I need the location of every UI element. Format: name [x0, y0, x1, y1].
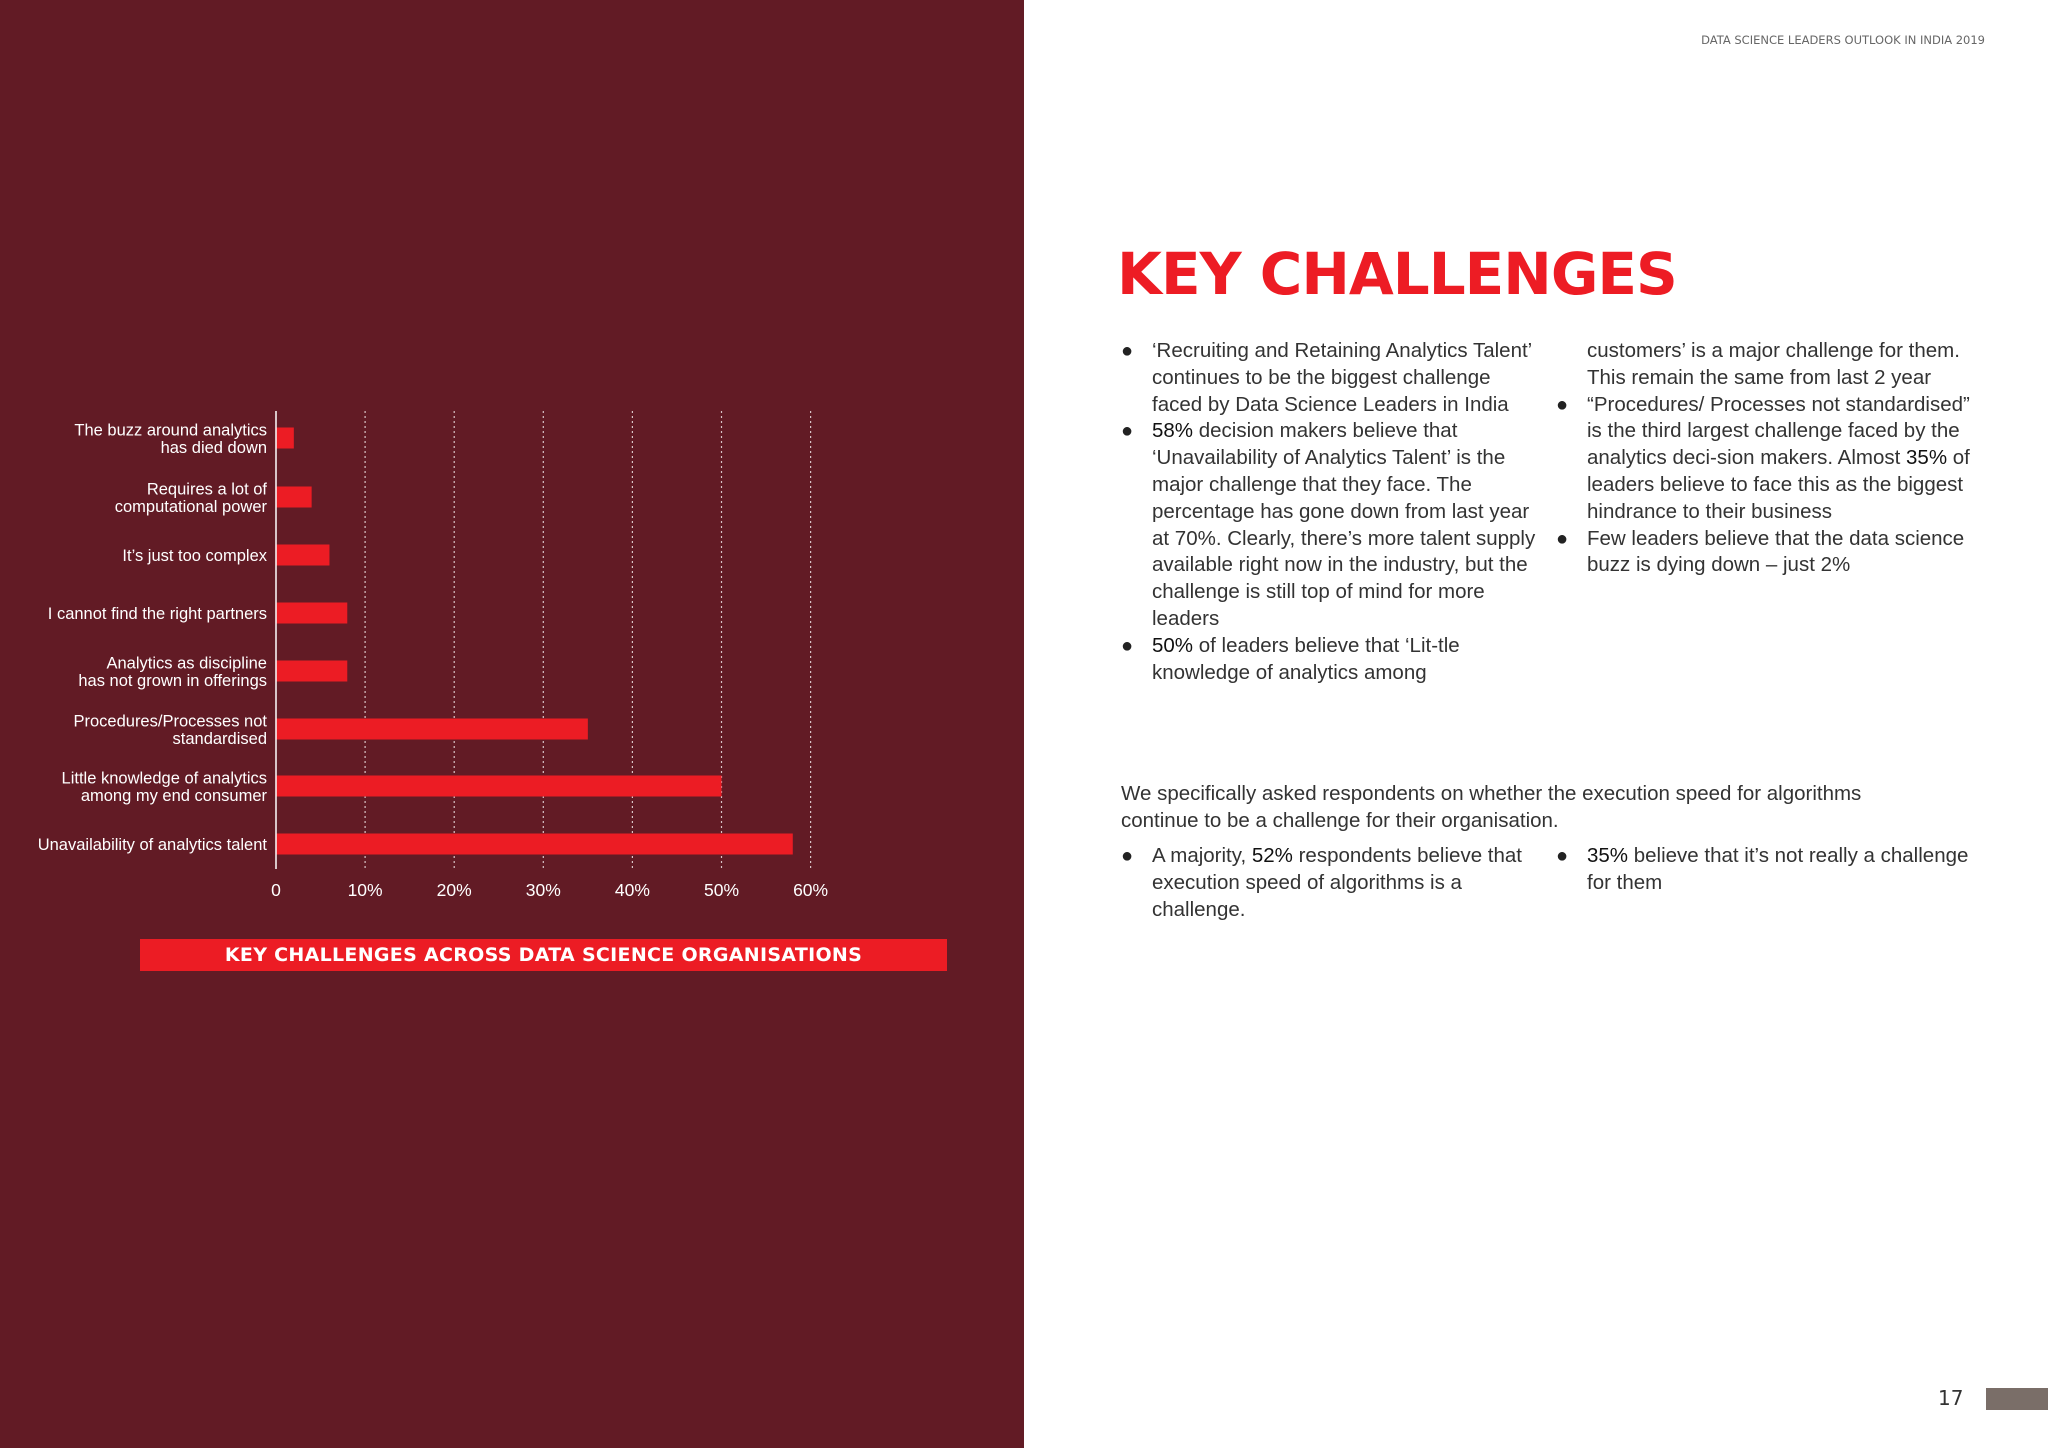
tick-label: 40%: [614, 880, 650, 900]
category-label: Procedures/Processes not standardised: [73, 712, 267, 748]
bullet-text: A majority,: [1152, 844, 1252, 867]
bullet-continuation: [1556, 338, 1976, 392]
page-number: 17: [1938, 1386, 1964, 1410]
category-label: The buzz around analytics has died down: [74, 421, 267, 457]
bullet-item: [1556, 526, 1976, 580]
bar: [276, 661, 347, 682]
page-title: KEY CHALLENGES: [1117, 240, 1677, 308]
bar-chart: [0, 0, 1024, 930]
page-tab: [1986, 1388, 2048, 1410]
tick-label: 0: [271, 880, 281, 900]
bar: [276, 834, 793, 855]
bullet-dot-icon: ●: [1121, 340, 1134, 362]
tick-label: 50%: [703, 880, 740, 900]
bar: [276, 545, 329, 566]
bullet-list-left: [1121, 338, 1541, 686]
bullet-text: customers’ is a major challenge for them. This remain the same from last 2 year: [1587, 339, 1960, 389]
tick-label: 60%: [793, 880, 829, 900]
speed-question-paragraph: We specifically asked respondents on whether the execution speed for algorithms continue to be a challenge for their organisation.: [1121, 782, 1862, 832]
bullet-dot-icon: ●: [1121, 845, 1134, 867]
bullet-item: [1556, 392, 1976, 526]
bar: [276, 719, 588, 740]
bullet-text: “Procedures/ Processes not standardised” is the third largest challenge faced by the analytics deci-sion makers. Almost: [1587, 392, 1970, 470]
bullet-item: [1121, 843, 1541, 923]
bullet-text: of leaders believe to face this as the biggest hindrance to their business: [1587, 446, 1970, 523]
category-label: Requires a lot of computational power: [114, 480, 267, 516]
category-label: Analytics as discipline has not grown in offerings: [78, 654, 267, 690]
speed-bullet-left: [1121, 843, 1541, 923]
category-label: Little knowledge of analytics among my end consumer: [61, 769, 267, 805]
bar: [276, 487, 312, 508]
running-header: DATA SCIENCE LEADERS OUTLOOK IN INDIA 2019: [1701, 33, 1985, 47]
category-label: I cannot find the right partners: [47, 605, 267, 623]
category-label: It’s just too complex: [122, 547, 267, 565]
category-label: Unavailability of analytics talent: [37, 836, 267, 854]
tick-label: 10%: [347, 880, 383, 900]
bullet-dot-icon: ●: [1556, 845, 1569, 867]
bullet-dot-icon: ●: [1556, 527, 1569, 550]
chart-title: KEY CHALLENGES ACROSS DATA SCIENCE ORGANISATIONS: [140, 939, 947, 971]
bullet-dot-icon: ●: [1121, 634, 1134, 657]
bar: [276, 776, 722, 797]
bullet-text: Few leaders believe that the data science buzz is dying down – just 2%: [1587, 526, 1965, 577]
bullet-text: believe that it’s not really a challenge for them: [1587, 844, 1969, 894]
bullet-highlight: 58%: [1152, 419, 1194, 443]
bullet-item: [1121, 418, 1541, 632]
bullet-item: [1121, 338, 1541, 418]
bar: [276, 603, 347, 624]
speed-bullet-right: [1556, 843, 1976, 897]
bar: [276, 428, 294, 449]
tick-label: 20%: [436, 880, 472, 900]
bullet-text: of leaders believe that ‘Lit-tle knowledge of analytics among: [1152, 633, 1460, 684]
bullet-list-right: [1556, 338, 1976, 579]
bullet-highlight: 52%: [1251, 844, 1293, 867]
bullet-dot-icon: ●: [1556, 393, 1569, 416]
bullet-text: decision makers believe that ‘Unavailability of Analytics Talent’ is the major challenge that they face. The percentage has gone down from last year at 70%. Clearly, there’s more talent supply available right now in the industry, but the challenge is still top of mind for more leaders: [1152, 419, 1536, 630]
bullet-text: respondents believe that execution speed of algorithms is a challenge.: [1152, 844, 1522, 921]
bullet-item: [1121, 633, 1541, 687]
bullet-text: ‘Recruiting and Retaining Analytics Talent’ continues to be the biggest challenge faced by Data Science Leaders in India: [1152, 339, 1532, 416]
bullet-dot-icon: ●: [1121, 420, 1134, 443]
bullet-highlight: 35%: [1587, 844, 1629, 867]
tick-label: 30%: [525, 880, 561, 900]
bullet-highlight: 35%: [1906, 446, 1948, 470]
bullet-item: [1556, 843, 1976, 897]
bullet-highlight: 50%: [1152, 633, 1194, 657]
